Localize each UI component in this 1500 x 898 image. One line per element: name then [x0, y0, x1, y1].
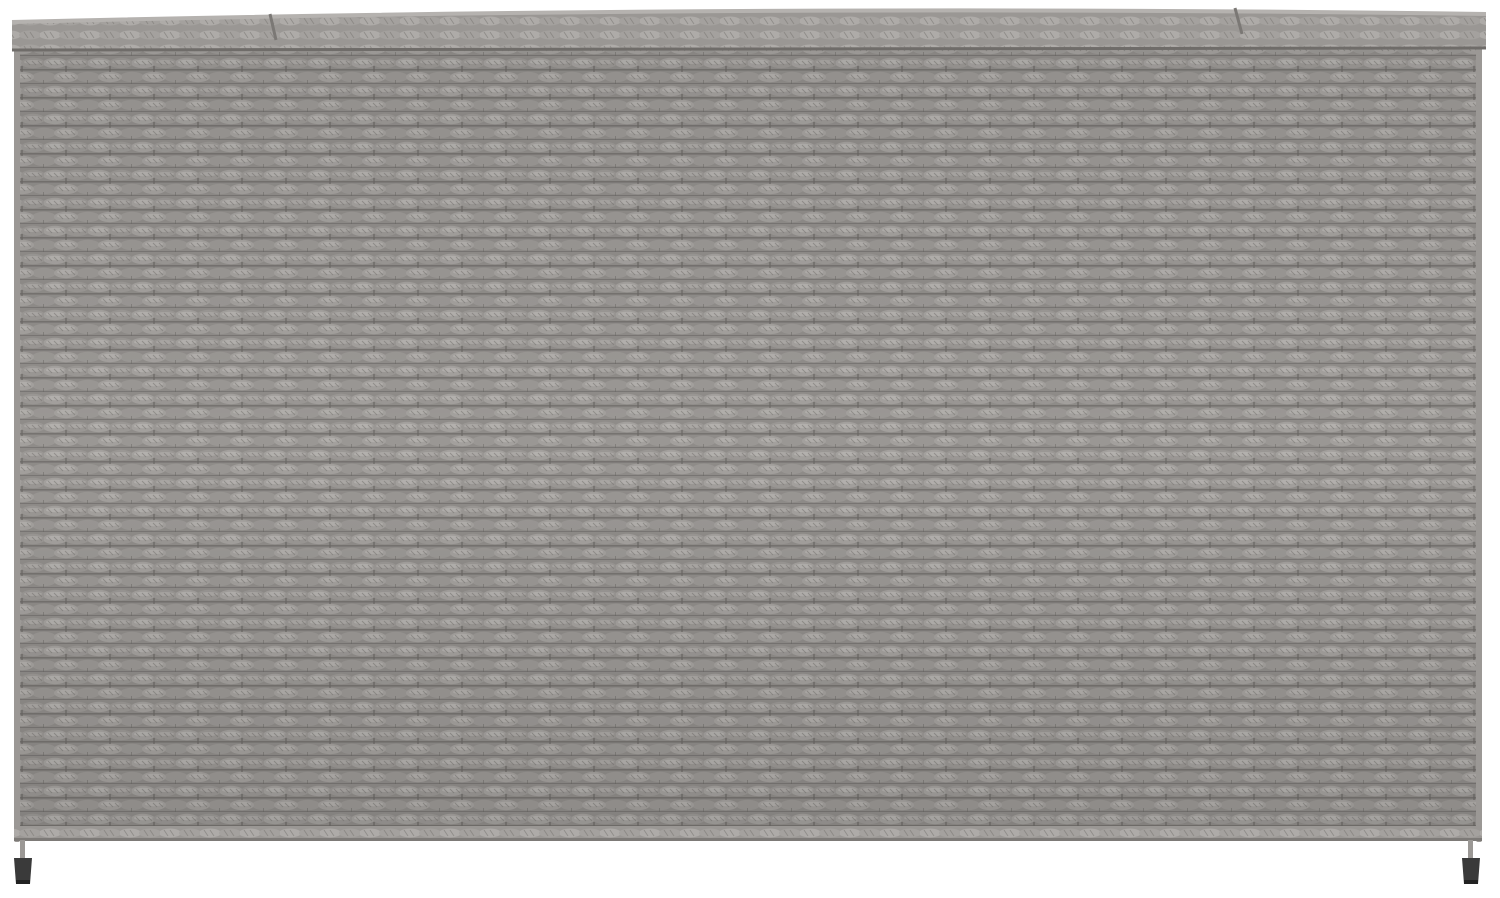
bottom-rim: [14, 826, 1482, 840]
wicker-storage-chest: [14, 42, 1482, 842]
left-frame-wire: [14, 42, 20, 842]
right-frame-wire: [1476, 42, 1482, 842]
